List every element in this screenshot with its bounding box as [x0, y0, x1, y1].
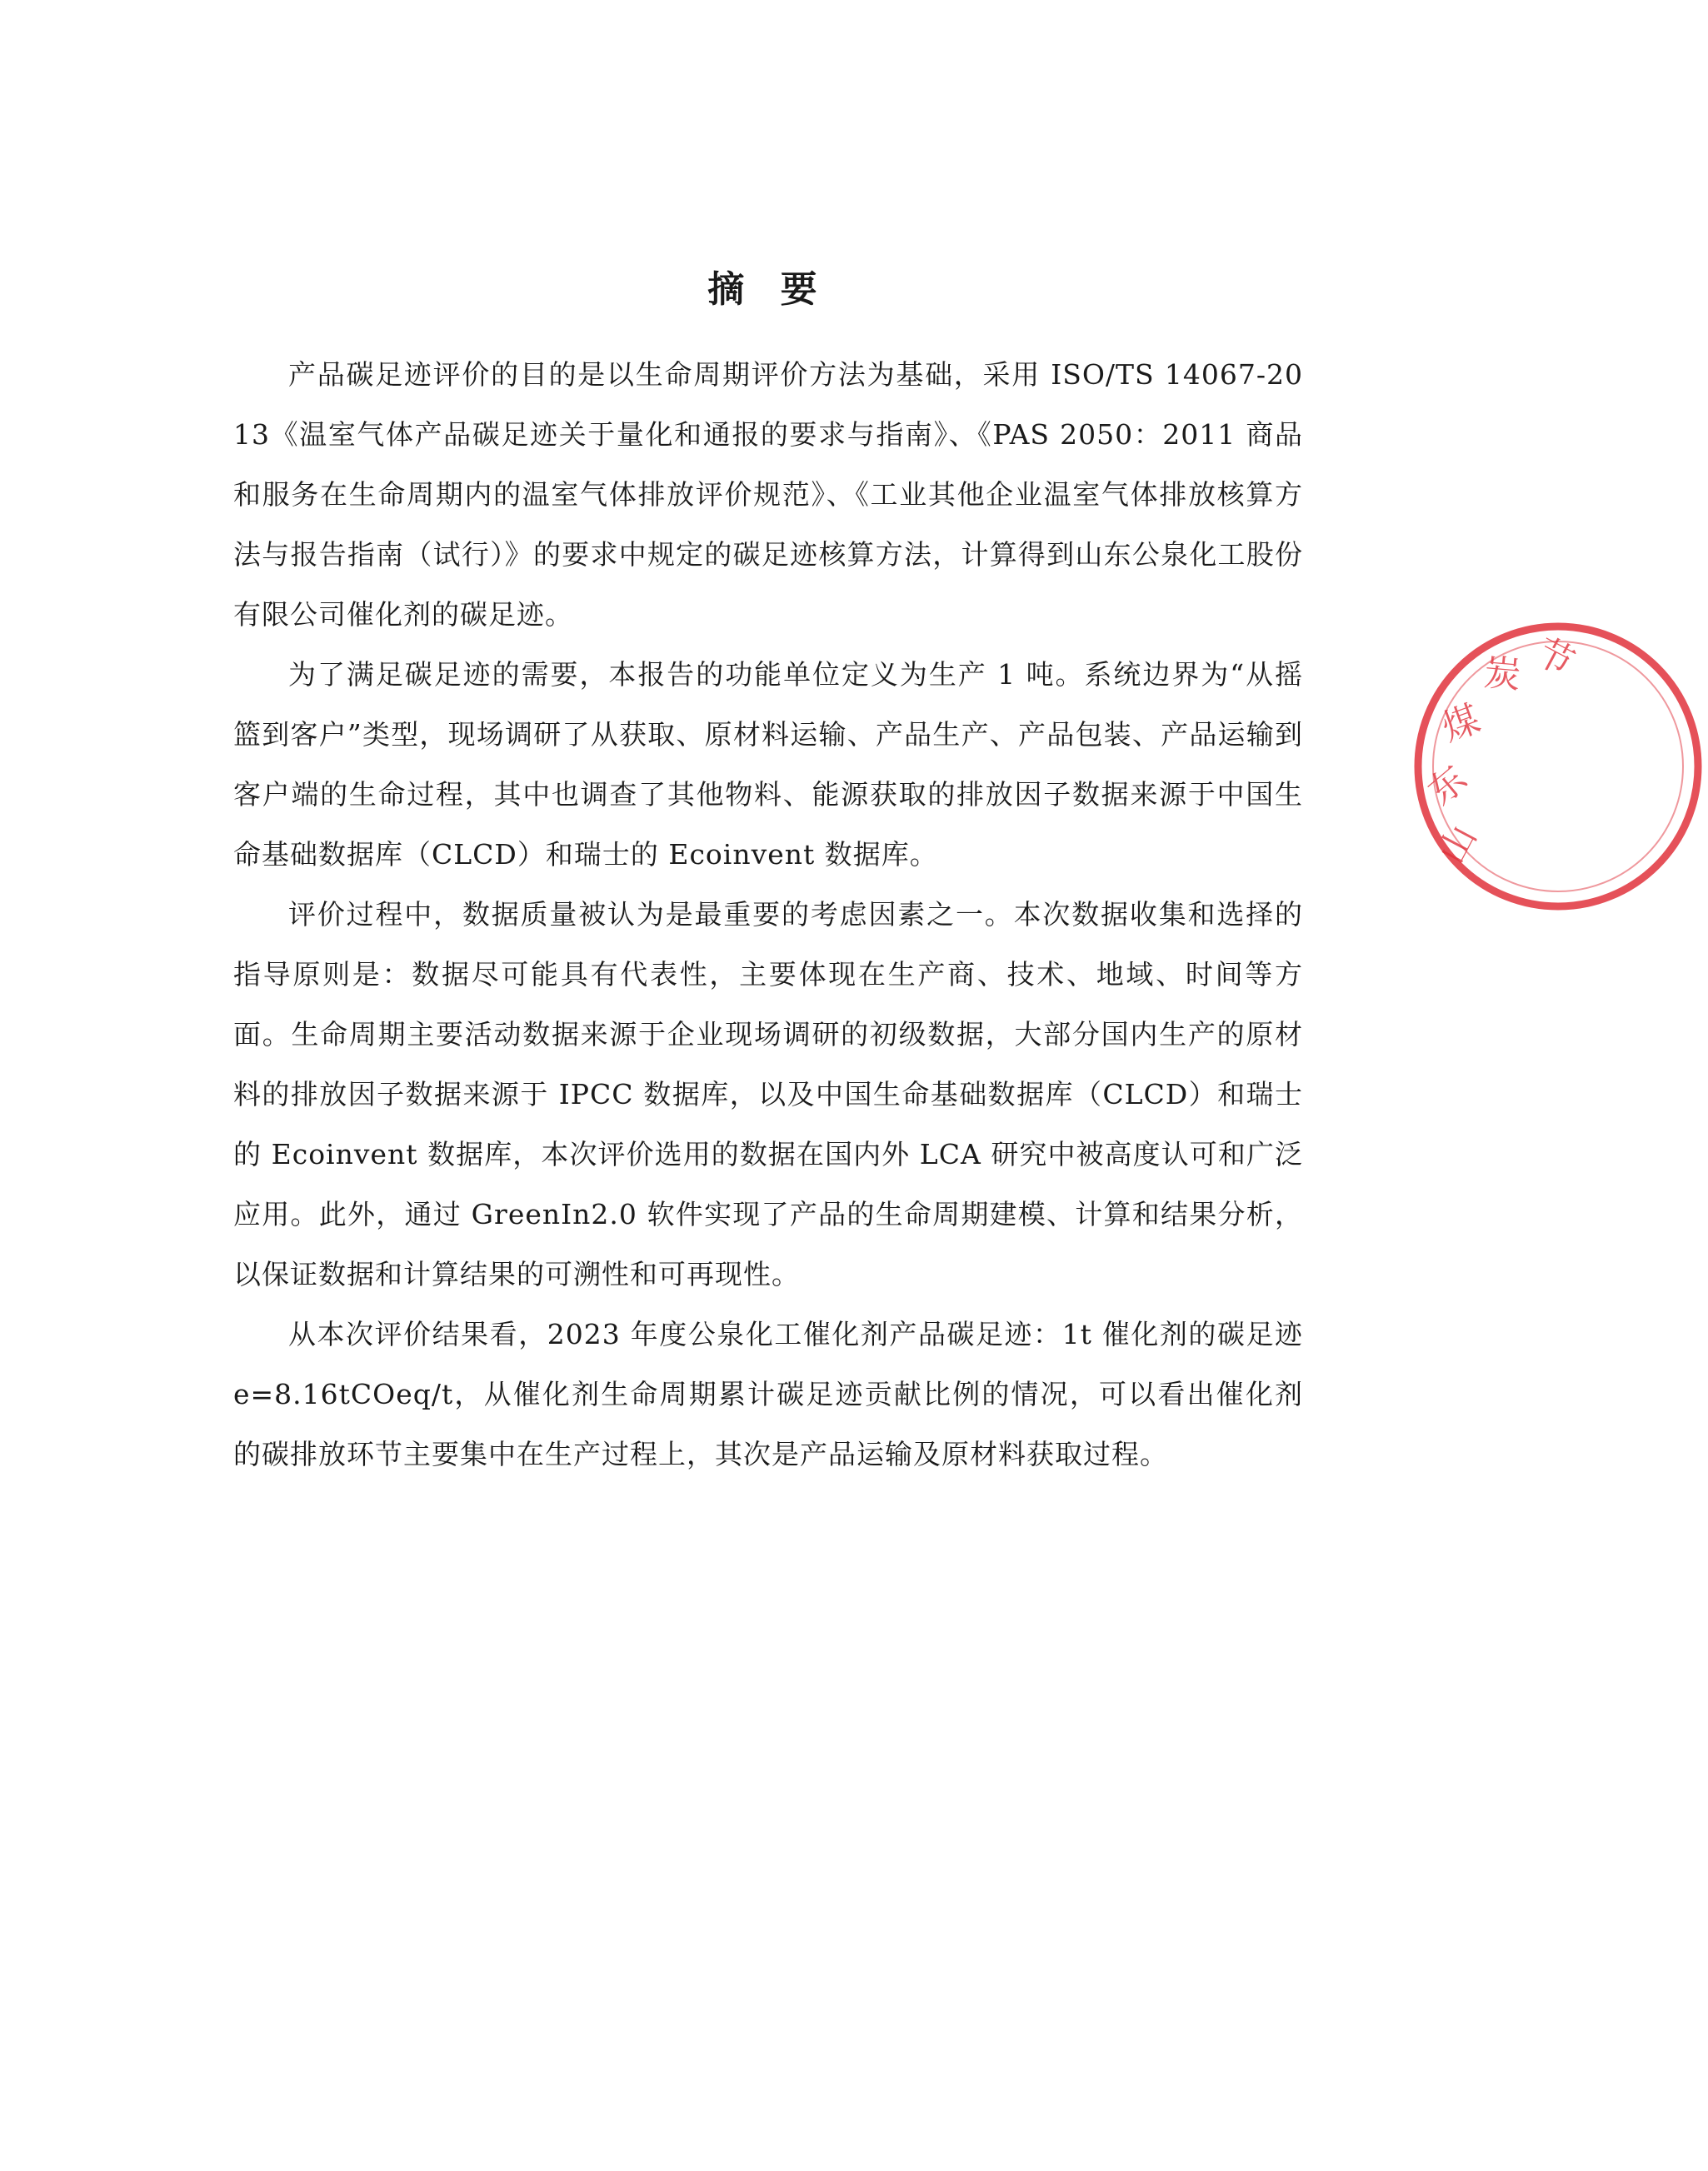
abstract-body	[233, 345, 1303, 1485]
official-seal-stamp	[1408, 616, 1708, 916]
paragraph-purpose: 产品碳足迹评价的目的是以生命周期评价方法为基础，采用 ISO/TS 14067-2013《温室气体产品碳足迹关于量化和通报的要求与指南》、《PAS 2050：2011 商品和服务在生命周期内的温室气体排放评价规范》、《工业其他企业温室气体排放核算方法与报告指南（试行）》的要求中规定的碳足迹核算方法，计算得到山东公泉化工股份有限公司催化剂的碳足迹。	[233, 358, 1303, 631]
svg-text:东: 东	[1420, 757, 1476, 814]
svg-text:煤: 煤	[1436, 697, 1486, 751]
svg-text:炭: 炭	[1482, 651, 1523, 697]
paragraph-scope: 为了满足碳足迹的需要，本报告的功能单位定义为生产 1 吨。系统边界为“从摇篮到客户”类型，现场调研了从获取、原材料运输、产品生产、产品包装、产品运输到客户端的生命过程，其中也调查了其他物料、能源获取的排放因子数据来源于中国生命基础数据库（CLCD）和瑞士的 Ecoinvent 数据库。	[233, 658, 1303, 871]
svg-text:山: 山	[1430, 818, 1486, 871]
paragraph-result: 从本次评价结果看，2023 年度公泉化工催化剂产品碳足迹：1t 催化剂的碳足迹 e=8.16tCOeq/t，从催化剂生命周期累计碳足迹贡献比例的情况，可以看出催化剂的碳排放环节主要集中在生产过程上，其次是产品运输及原材料获取过程。	[233, 1318, 1303, 1470]
svg-text:节: 节	[1528, 630, 1581, 686]
page-title: 摘 要	[707, 268, 829, 311]
paragraph-data-quality: 评价过程中，数据质量被认为是最重要的考虑因素之一。本次数据收集和选择的指导原则是：数据尽可能具有代表性，主要体现在生产商、技术、地域、时间等方面。生命周期主要活动数据来源于企业现场调研的初级数据，大部分国内生产的原材料的排放因子数据来源于 IPCC 数据库，以及中国生命基础数据库（CLCD）和瑞士的 Ecoinvent 数据库，本次评价选用的数据在国内外 LCA 研究中被高度认可和广泛应用。此外，通过 GreenIn2.0 软件实现了产品的生命周期建模、计算和结果分析，以保证数据和计算结果的可溯性和可再现性。	[233, 898, 1303, 1290]
